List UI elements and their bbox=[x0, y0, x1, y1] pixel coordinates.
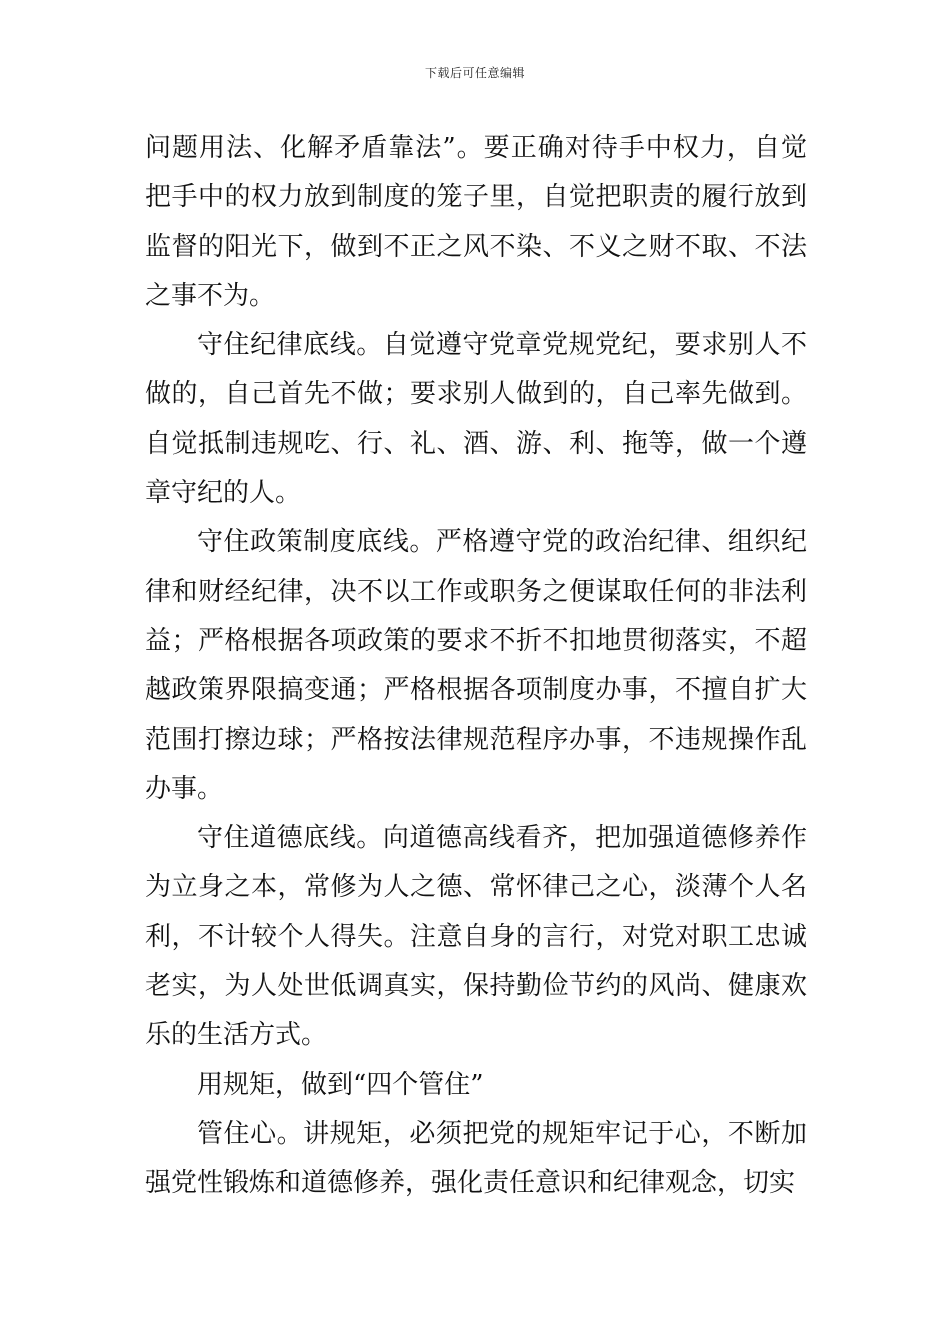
paragraph-5: 管住心。讲规矩，必须把党的规矩牢记于心，不断加强党性锻炼和道德修养，强化责任意识和纪律观念，切实 bbox=[145, 1118, 807, 1199]
paragraph-4: 守住道德底线。向道德高线看齐，把加强道德修养作为立身之本，常修为人之德、常怀律己之心，淡薄个人名利，不计较个人得失。注意自身的言行，对党对职工忠诚老实，为人处世低调真实，保持勤俭节约的风尚、健康欢乐的生活方式。 bbox=[145, 823, 807, 1051]
page-header: 下载后可任意编辑 bbox=[424, 66, 525, 80]
document-body bbox=[145, 124, 807, 1209]
paragraph-1: 问题用法、化解矛盾靠法”。要正确对待手中权力，自觉把手中的权力放到制度的笼子里，自觉把职责的履行放到监督的阳光下，做到不正之风不染、不义之财不取、不法之事不为。 bbox=[145, 133, 807, 311]
paragraph-2: 守住纪律底线。自觉遵守党章党规党纪，要求别人不做的，自己首先不做；要求别人做到的，自己率先做到。自觉抵制违规吃、行、礼、酒、游、利、拖等，做一个遵章守纪的人。 bbox=[145, 330, 807, 509]
paragraph-3: 守住政策制度底线。严格遵守党的政治纪律、组织纪律和财经纪律，决不以工作或职务之便谋取任何的非法利益；严格根据各项政策的要求不折不扣地贯彻落实，不超越政策界限搞变通；严格根据各项制度办事，不擅自扩大范围打擦边球；严格按法律规范程序办事，不违规操作乱办事。 bbox=[145, 527, 807, 804]
section-heading: 用规矩，做到“四个管住” bbox=[197, 1069, 484, 1100]
